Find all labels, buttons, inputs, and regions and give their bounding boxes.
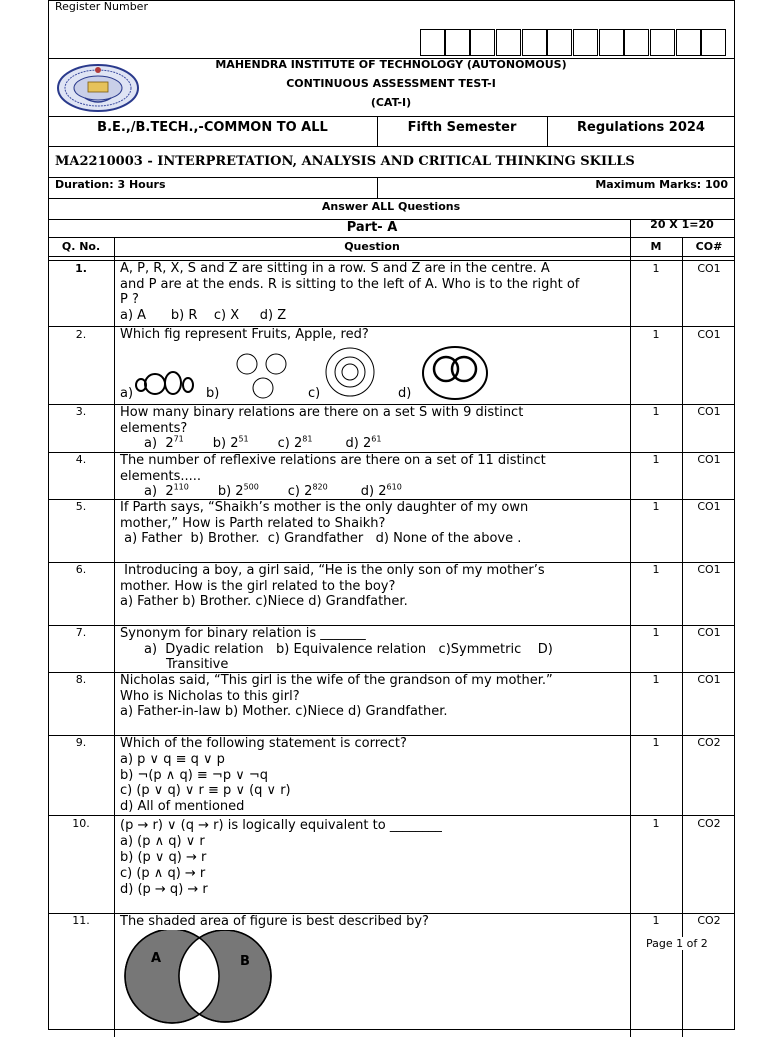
question-line: mother,” How is Parth related to Shaikh?: [120, 515, 386, 531]
question-text: [120, 736, 625, 815]
question-options: a) A b) R c) X d) Z: [120, 307, 287, 323]
question-text: [120, 453, 625, 500]
question-marks: 1: [652, 262, 660, 275]
option-line: c) (p ∧ q) → r: [120, 866, 206, 881]
test-name: CONTINUOUS ASSESSMENT TEST-I: [286, 77, 496, 90]
question-line: P ?: [120, 292, 139, 307]
question-co: CO2: [697, 817, 721, 830]
question-line: How many binary relations are there on a set S with 9 distinct: [120, 405, 524, 420]
question-co: CO2: [697, 914, 721, 927]
register-digit-box[interactable]: [445, 29, 470, 56]
register-digit-box[interactable]: [599, 29, 624, 56]
question-co: CO1: [697, 262, 721, 275]
part-title: Part- A: [346, 220, 398, 235]
question-line: Synonym for binary relation is _______: [120, 626, 366, 641]
program-label: B.E.,/B.TECH.,-COMMON TO ALL: [97, 120, 328, 135]
question-options: a) Father-in-law b) Mother. c)Niece d) Grandfather.: [120, 704, 448, 719]
question-co: CO1: [697, 500, 721, 513]
question-text: [120, 626, 625, 673]
question-line: (p → r) ∨ (q → r) is logically equivalent to ________: [120, 818, 442, 833]
question-marks: 1: [652, 736, 660, 749]
question-line: Who is Nicholas to this girl?: [120, 688, 300, 704]
question-line: Introducing a boy, a girl said, “He is the only son of my mother’s: [120, 563, 545, 578]
register-digit-box[interactable]: [624, 29, 649, 56]
question-marks: 1: [652, 817, 660, 830]
question-co: CO1: [697, 405, 721, 418]
question-marks: 1: [652, 500, 660, 513]
question-text: [120, 818, 625, 898]
max-marks-label: Maximum Marks: 100: [595, 178, 728, 191]
question-line: and P are at the ends. R is sitting to the left of A. Who is to the right of: [120, 276, 580, 292]
option-line: d) (p → q) → r: [120, 882, 208, 897]
page-number: Page 1 of 2: [646, 937, 708, 950]
question-number: 7.: [75, 626, 87, 639]
regulations-label: Regulations 2024: [577, 120, 705, 135]
question-options: a) Dyadic relation b) Equivalence relation c)Symmetric D): [144, 641, 553, 657]
question-text: [120, 563, 625, 610]
question-line: mother. How is the girl related to the boy?: [120, 578, 396, 594]
institute-name: MAHENDRA INSTITUTE OF TECHNOLOGY (AUTONOMOUS): [215, 58, 567, 71]
test-code: (CAT-I): [370, 96, 412, 109]
venn-label-b: B: [240, 954, 250, 969]
question-text: [120, 500, 625, 547]
option-label: d): [398, 386, 412, 401]
option-line: a) (p ∧ q) ∨ r: [120, 834, 205, 849]
question-co: CO1: [697, 626, 721, 639]
column-header-co: CO#: [695, 240, 723, 253]
register-digit-box[interactable]: [573, 29, 598, 56]
question-text: [120, 405, 625, 452]
question-number: 8.: [75, 673, 87, 686]
question-co: CO1: [697, 453, 721, 466]
question-text: The shaded area of figure is best described by?: [120, 914, 429, 929]
question-options: Transitive: [166, 657, 229, 672]
option-label: a): [120, 386, 134, 401]
option-line: c) (p ∨ q) ∨ r ≡ p ∨ (q ∨ r): [120, 783, 291, 799]
option-b-circles-figure: [234, 352, 292, 400]
question-options: a) Father b) Brother. c)Niece d) Grandfather.: [120, 594, 408, 609]
question-marks: 1: [652, 328, 660, 341]
question-marks: 1: [652, 453, 660, 466]
option-line: d) All of mentioned: [120, 799, 245, 815]
option-label: c): [308, 386, 321, 401]
question-options: a) $2^{71}$ b) $2^{51}$ c) $2^{81}$ d) $2^{61}$: [144, 434, 382, 451]
question-marks: 1: [652, 405, 660, 418]
question-line: The number of reflexive relations are there on a set of 11 distinct: [120, 453, 546, 468]
question-line: elements.....: [120, 468, 202, 484]
register-digit-box[interactable]: [650, 29, 675, 56]
question-co: CO1: [697, 673, 721, 686]
instruction-label: Answer ALL Questions: [321, 200, 461, 213]
option-d-overlapping-circles-figure: [420, 344, 490, 402]
register-digit-box[interactable]: [496, 29, 521, 56]
semester-label: Fifth Semester: [407, 120, 517, 135]
question-options: a) $2^{110}$ b) $2^{500}$ c) $2^{820}$ d) $2^{610}$: [144, 482, 402, 499]
question-line: If Parth says, “Shaikh’s mother is the only daughter of my own: [120, 500, 529, 515]
part-marks: 20 X 1=20: [650, 218, 714, 231]
option-line: b) (p ∨ q) → r: [120, 850, 207, 865]
question-line: A, P, R, X, S and Z are sitting in a row. S and Z are in the centre. A: [120, 261, 550, 276]
course-title: MA2210003 - INTERPRETATION, ANALYSIS AND CRITICAL THINKING SKILLS: [55, 154, 635, 169]
question-marks: 1: [652, 626, 660, 639]
option-c-concentric-circles-figure: [324, 346, 376, 398]
question-text: Which fig represent Fruits, Apple, red?: [120, 327, 369, 342]
venn-label-a: A: [151, 951, 162, 966]
question-marks: 1: [652, 563, 660, 576]
question-number: 11.: [72, 914, 90, 927]
question-text: [120, 673, 625, 720]
duration-label: Duration: 3 Hours: [55, 178, 166, 191]
register-digit-box[interactable]: [470, 29, 495, 56]
question-number: 1.: [75, 262, 87, 275]
question-line: elements?: [120, 420, 188, 436]
column-header-question: Question: [344, 240, 400, 253]
venn-diagram-figure: [120, 930, 275, 1024]
question-co: CO1: [697, 563, 721, 576]
column-header-marks: M: [650, 240, 662, 253]
register-number-label: Register Number: [55, 0, 148, 13]
option-a-circles-figure: [134, 370, 196, 398]
question-options: a) Father b) Brother. c) Grandfather d) None of the above .: [120, 531, 522, 546]
question-line: Nicholas said, “This girl is the wife of the grandson of my mother.”: [120, 673, 553, 688]
register-digit-box[interactable]: [676, 29, 701, 56]
question-marks: 1: [652, 673, 660, 686]
question-number: 5.: [75, 500, 87, 513]
question-number: 10.: [72, 817, 90, 830]
column-header-qno: Q. No.: [61, 240, 101, 253]
question-co: CO1: [697, 328, 721, 341]
register-digit-box[interactable]: [547, 29, 572, 56]
question-number: 6.: [75, 563, 87, 576]
option-label: b): [206, 386, 220, 401]
question-text: [120, 261, 625, 323]
question-number: 9.: [75, 736, 87, 749]
question-line: Which of the following statement is correct?: [120, 736, 407, 751]
register-digit-box[interactable]: [420, 29, 445, 56]
question-co: CO2: [697, 736, 721, 749]
option-line: b) ¬(p ∧ q) ≡ ¬p ∨ ¬q: [120, 767, 269, 783]
question-number: 2.: [75, 328, 87, 341]
option-line: a) p ∨ q ≡ q ∨ p: [120, 751, 225, 767]
question-number: 4.: [75, 453, 87, 466]
register-digit-box[interactable]: [522, 29, 547, 56]
question-marks: 1: [652, 914, 660, 927]
question-number: 3.: [75, 405, 87, 418]
register-digit-box[interactable]: [701, 29, 726, 56]
